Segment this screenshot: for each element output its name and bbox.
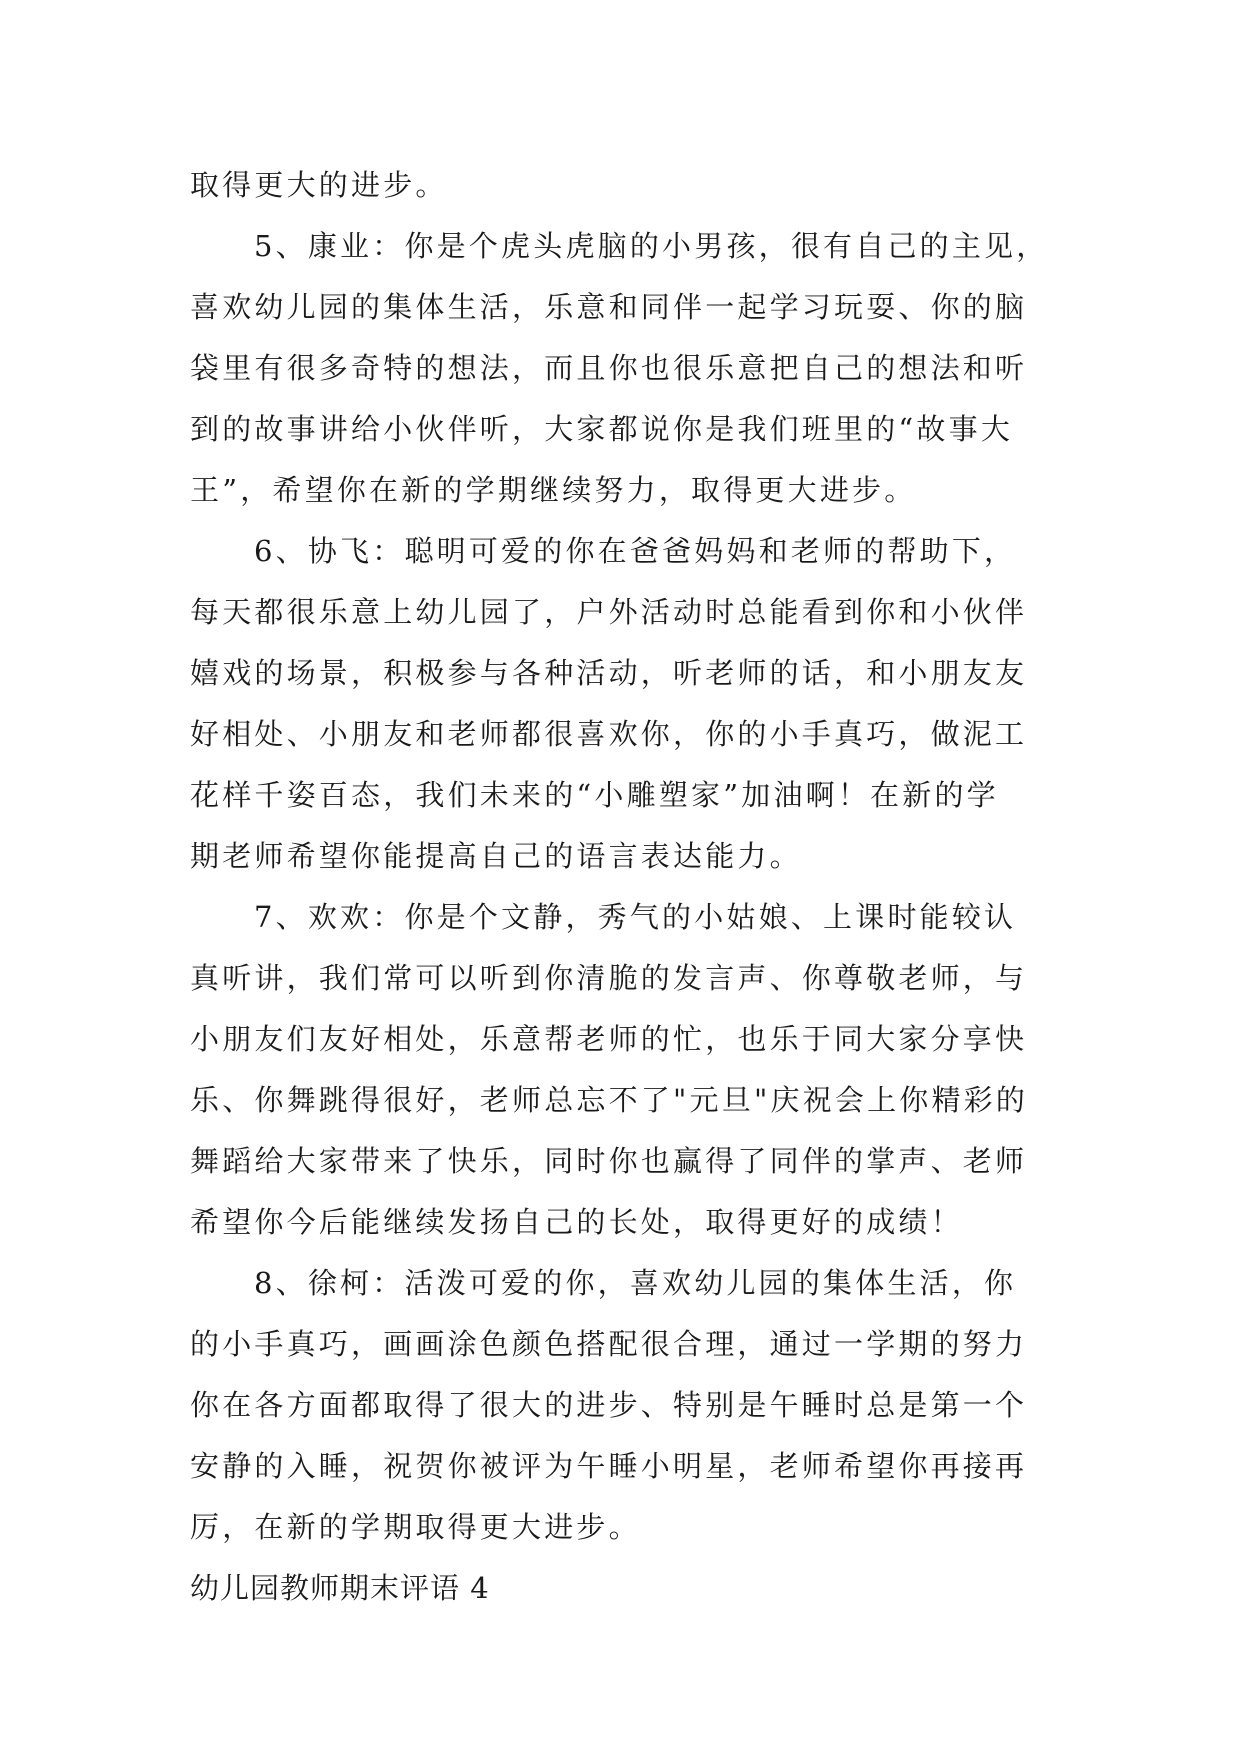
document-body (190, 155, 1055, 1619)
paragraph-start-line: 6、协飞：聪明可爱的你在爸爸妈妈和老师的帮助下， (254, 534, 1017, 568)
text-line: 到的故事讲给小伙伴听，大家都说你是我们班里的“故事大 (190, 412, 1014, 446)
paragraph-start-line: 5、康业：你是个虎头虎脑的小男孩，很有自己的主见， (254, 229, 1049, 263)
paragraph-start-line: 8、徐柯：活泼可爱的你，喜欢幼儿园的集体生活，你 (254, 1266, 1017, 1300)
text-line: 取得更大的进步。 (190, 168, 448, 202)
text-line: 厉，在新的学期取得更大进步。 (190, 1510, 641, 1544)
text-line: 乐、你舞跳得很好，老师总忘不了"元旦"庆祝会上你精彩的 (190, 1083, 1029, 1117)
text-line: 小朋友们友好相处，乐意帮老师的忙，也乐于同大家分享快 (190, 1022, 1028, 1056)
text-line: 王”，希望你在新的学期继续努力，取得更大进步。 (190, 473, 917, 507)
text-line: 你在各方面都取得了很大的进步、特别是午睡时总是第一个 (190, 1388, 1028, 1422)
text-line: 的小手真巧，画画涂色颜色搭配很合理，通过一学期的努力 (190, 1327, 1028, 1361)
section-heading: 幼儿园教师期末评语 4 (190, 1571, 490, 1605)
text-line: 喜欢幼儿园的集体生活，乐意和同伴一起学习玩耍、你的脑 (190, 290, 1028, 324)
text-line: 嬉戏的场景，积极参与各种活动，听老师的话，和小朋友友 (190, 656, 1028, 690)
text-line: 袋里有很多奇特的想法，而且你也很乐意把自己的想法和听 (190, 351, 1028, 385)
text-line: 好相处、小朋友和老师都很喜欢你，你的小手真巧，做泥工 (190, 717, 1028, 751)
paragraph-start-line: 7、欢欢：你是个文静，秀气的小姑娘、上课时能较认 (254, 900, 1017, 934)
text-line: 花样千姿百态，我们未来的“小雕塑家”加油啊！在新的学 (190, 778, 999, 812)
text-line: 期老师希望你能提高自己的语言表达能力。 (190, 839, 802, 873)
text-line: 真听讲，我们常可以听到你清脆的发言声、你尊敬老师，与 (190, 961, 1028, 995)
text-line: 希望你今后能继续发扬自己的长处，取得更好的成绩！ (190, 1205, 963, 1239)
text-line: 每天都很乐意上幼儿园了，户外活动时总能看到你和小伙伴 (190, 595, 1028, 629)
text-line: 舞蹈给大家带来了快乐，同时你也赢得了同伴的掌声、老师 (190, 1144, 1028, 1178)
text-line: 安静的入睡，祝贺你被评为午睡小明星，老师希望你再接再 (190, 1449, 1028, 1483)
